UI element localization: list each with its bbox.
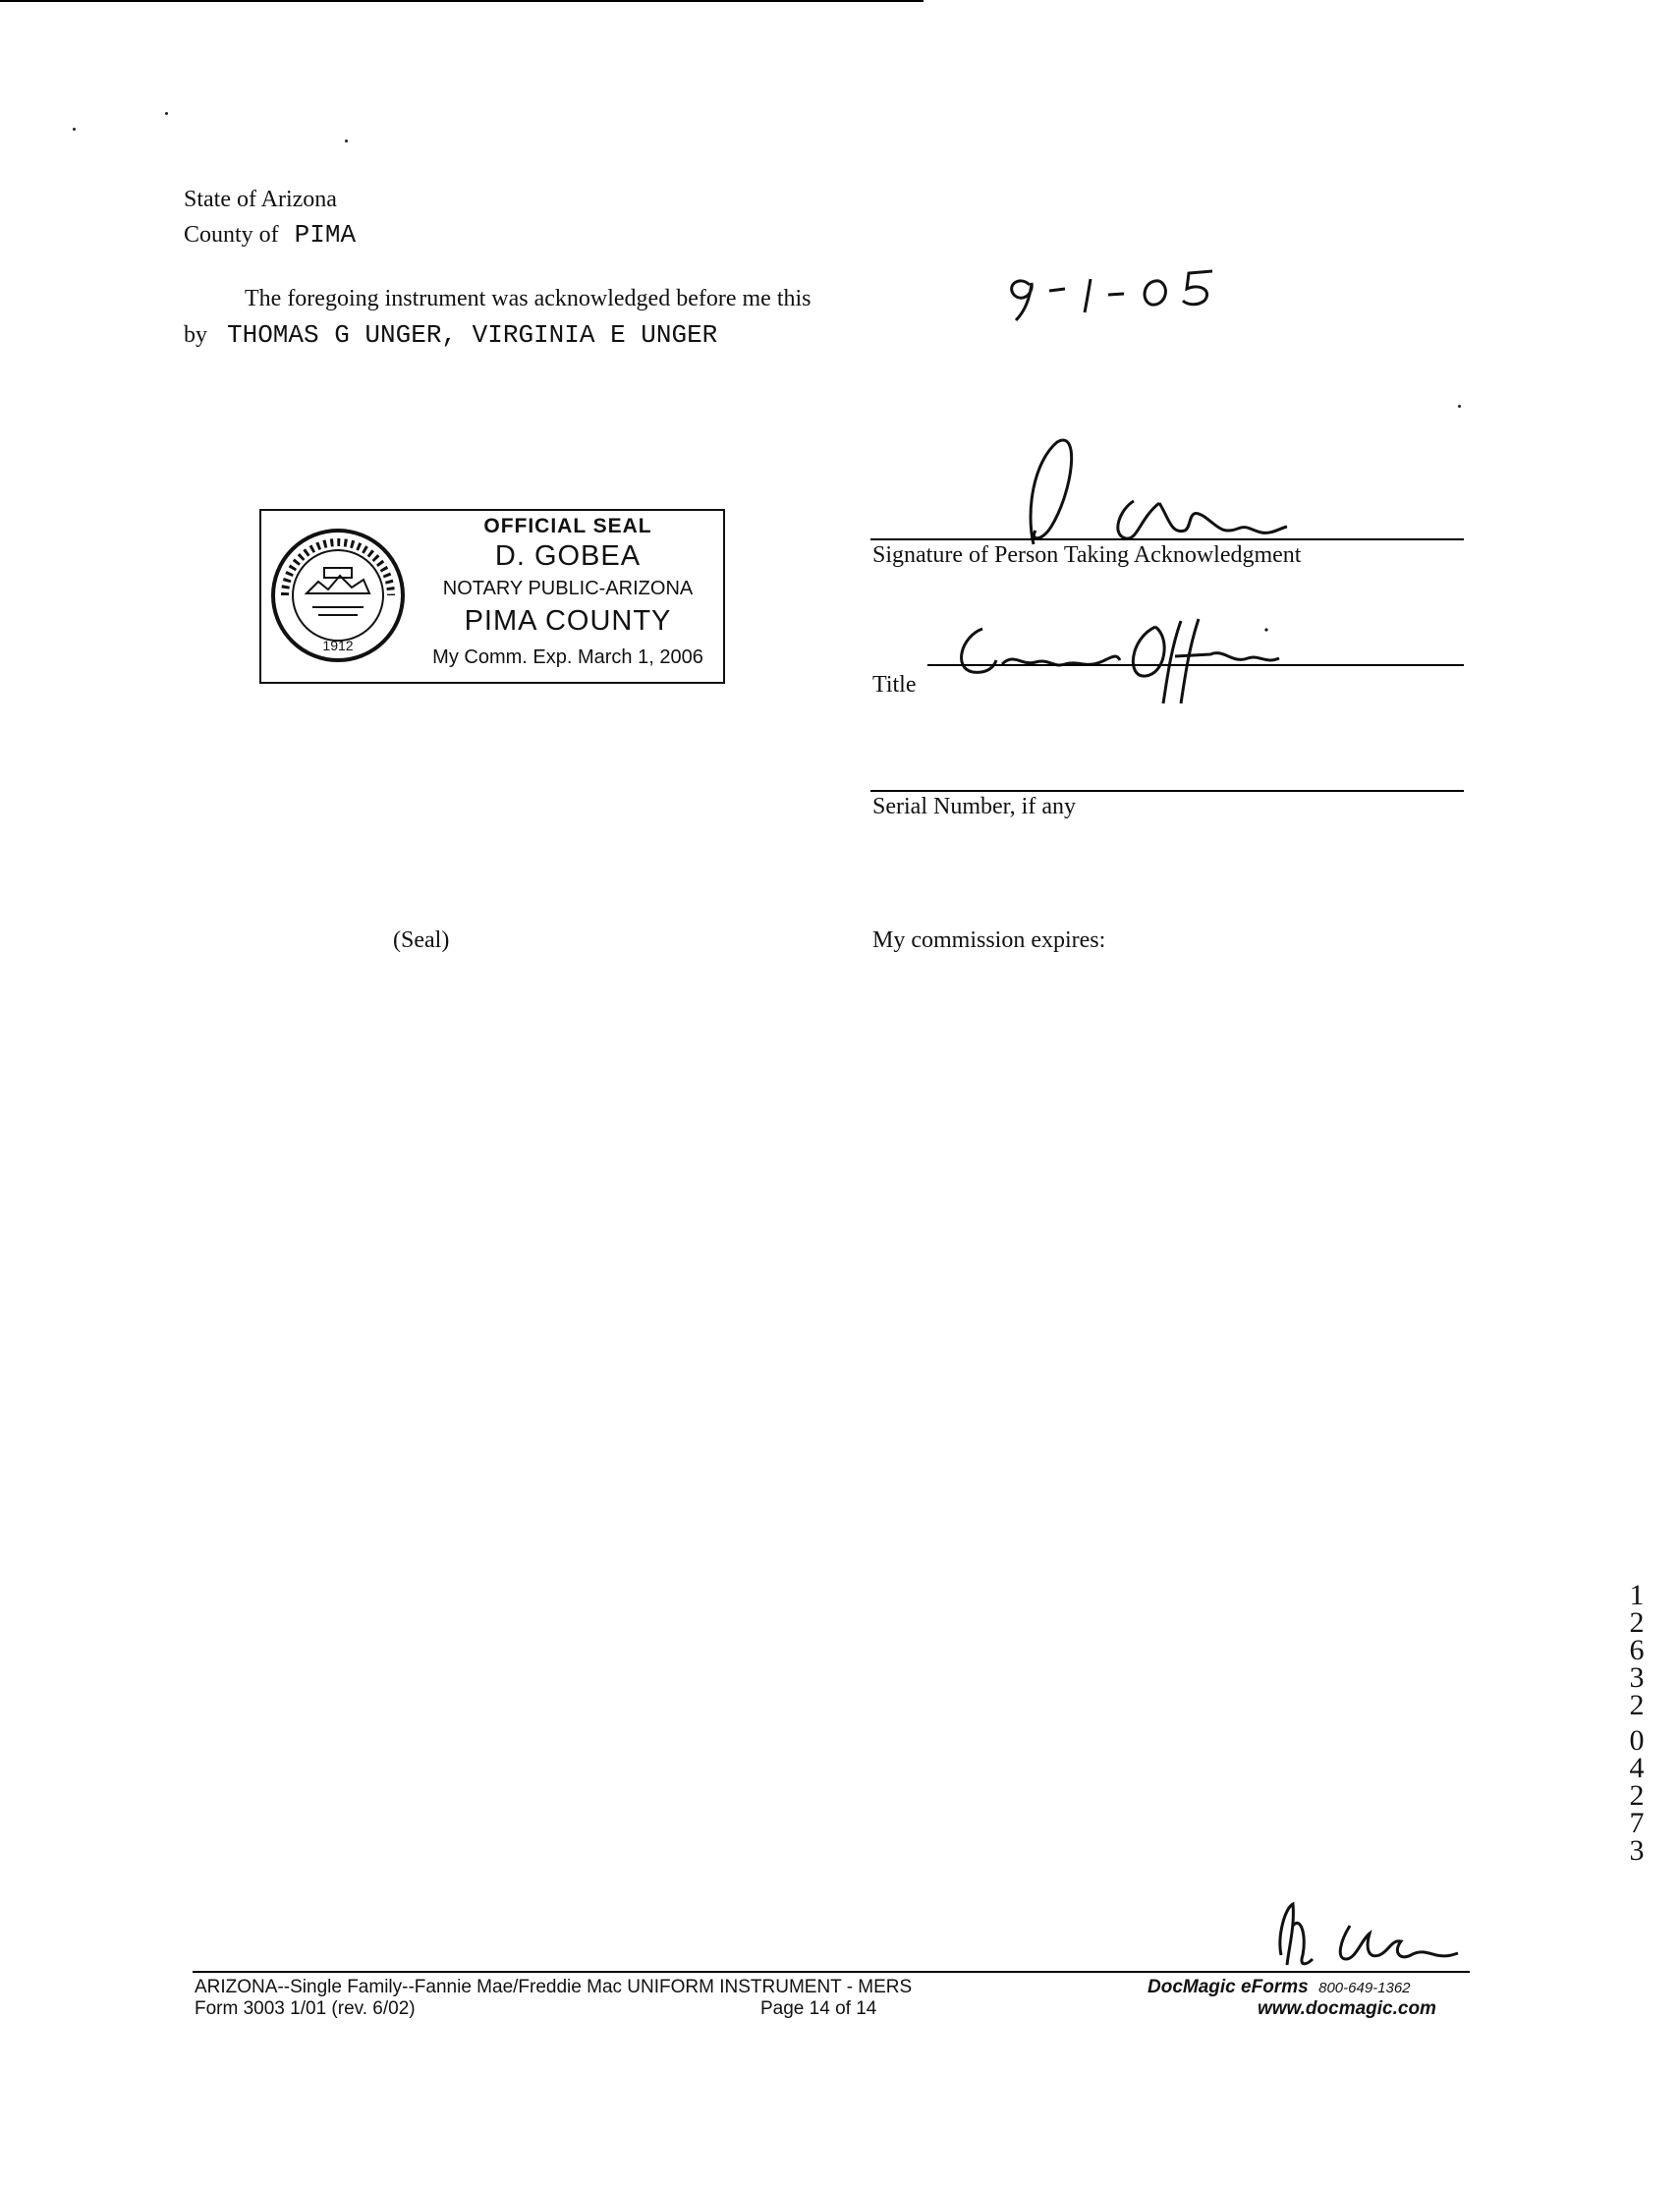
recording-number-digit: 0 <box>1629 1724 1645 1757</box>
scan-speck <box>165 112 168 115</box>
recording-number-digit: 3 <box>1629 1661 1645 1694</box>
scan-speck <box>345 140 348 142</box>
notary-seal-stamp <box>259 509 725 684</box>
arizona-state-seal-emblem <box>267 525 409 666</box>
recording-number-digit: 3 <box>1629 1834 1645 1867</box>
top-border-line <box>0 0 924 2</box>
recording-number-digit: 2 <box>1629 1606 1645 1639</box>
recording-number-digit: 4 <box>1629 1752 1645 1784</box>
footer-phone: 800-649-1362 <box>1318 1980 1411 1996</box>
recording-number-digit: 1 <box>1629 1579 1645 1611</box>
county-label: County of <box>184 222 279 248</box>
handwritten-date <box>1002 257 1248 326</box>
seal-line-notary-public: NOTARY PUBLIC-ARIZONA <box>442 578 694 599</box>
acknowledging-names: THOMAS G UNGER, VIRGINIA E UNGER <box>227 320 718 350</box>
state-line: State of Arizona <box>184 187 337 212</box>
title-line <box>927 664 1464 666</box>
seal-label: (Seal) <box>393 927 450 953</box>
scan-speck <box>1458 405 1461 408</box>
docmagic-logo: DocMagic eForms <box>1148 1977 1309 1997</box>
initials-handwriting <box>1267 1896 1464 1971</box>
serial-number-line <box>870 790 1464 792</box>
footer-rule <box>193 1971 1470 1973</box>
title-label: Title <box>872 672 917 698</box>
signature-line <box>870 538 1464 540</box>
signature-label: Signature of Person Taking Acknowledgment <box>872 542 1302 568</box>
county-line <box>184 220 356 250</box>
notary-signature <box>1012 432 1307 550</box>
seal-line-official: OFFICIAL SEAL <box>483 515 652 537</box>
by-line <box>184 320 717 350</box>
recording-number-digit: 2 <box>1629 1779 1645 1812</box>
scan-speck <box>73 128 76 131</box>
footer-page-number: Page 14 of 14 <box>760 1998 877 2019</box>
footer-url[interactable]: www.docmagic.com <box>1258 1998 1436 2019</box>
recording-number-digit: 7 <box>1629 1807 1645 1839</box>
footer-brand-line <box>1148 1977 1411 1998</box>
recording-number-digit: 6 <box>1629 1634 1645 1666</box>
footer-form-title: ARIZONA--Single Family--Fannie Mae/Freddie Mac UNIFORM INSTRUMENT - MERS <box>195 1977 913 1997</box>
seal-year: 1912 <box>322 638 354 653</box>
serial-number-label: Serial Number, if any <box>872 794 1076 819</box>
commission-expires-label: My commission expires: <box>872 927 1106 953</box>
recording-number-digit: 2 <box>1629 1689 1645 1721</box>
seal-line-county: PIMA COUNTY <box>464 605 672 637</box>
acknowledgment-sentence: The foregoing instrument was acknowledged before me this <box>245 286 812 311</box>
by-label: by <box>184 322 207 348</box>
title-handwriting <box>953 609 1307 707</box>
seal-line-notary-name: D. GOBEA <box>494 540 642 572</box>
county-value: PIMA <box>294 220 357 250</box>
footer-form-number: Form 3003 1/01 (rev. 6/02) <box>195 1998 416 2019</box>
seal-line-commission: My Comm. Exp. March 1, 2006 <box>432 646 703 668</box>
